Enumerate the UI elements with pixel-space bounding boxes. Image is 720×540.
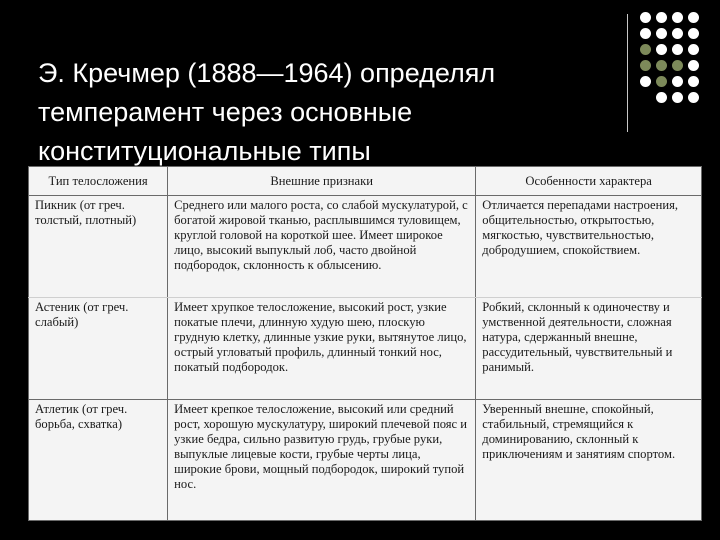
cell-external-signs: Имеет крепкое телосложение, высокий или средний рост, хорошую мускулатуру, широкий плечевой пояс и узкие бедра, сильно развитую грудь, грубые руки, выпуклые лицевые кости, грубые черты лица, широкие брови, мощный подбородок, широкий тупой нос.: [168, 399, 476, 520]
cell-body-type: Атлетик (от греч. борьба, схватка): [29, 399, 168, 520]
decorative-dot: [656, 76, 667, 87]
cell-external-signs: Имеет хрупкое телосложение, высокий рост, узкие покатые плечи, длинную худую шею, плоскую грудную клетку, длинные узкие руки, вытянутое лицо, острый угловатый профиль, длинный тонкий нос, покатый подбородок.: [168, 297, 476, 399]
header-external-signs: Внешние признаки: [168, 167, 476, 196]
table-row: [29, 399, 702, 520]
cell-body-type: Пикник (от греч. толстый, плотный): [29, 196, 168, 298]
slide-title: Э. Кречмер (1888—1964) определял темперамент через основные конституциональные типы: [38, 58, 496, 166]
header-body-type: Тип телосложения: [29, 167, 168, 196]
decorative-dot: [688, 28, 699, 39]
table-header-row: [29, 167, 702, 196]
constitution-types-table: [28, 166, 702, 521]
header-character-traits: Особенности характера: [476, 167, 702, 196]
decorative-dot: [688, 92, 699, 103]
cell-character-traits: Отличается перепадами настроения, общительностью, открытостью, мягкостью, чувствительностью, добродушием, спокойствием.: [476, 196, 702, 298]
decorative-dot: [656, 44, 667, 55]
cell-character-traits: Робкий, склонный к одиночеству и умственной деятельности, сложная натура, сдержанный внешне, рассудительный, чувствительный и ранимый.: [476, 297, 702, 399]
decorative-dot: [656, 28, 667, 39]
vertical-divider: [627, 14, 628, 132]
temperament-table-image: [28, 166, 702, 521]
decorative-dot: [672, 60, 683, 71]
decorative-dot: [672, 12, 683, 23]
decorative-dot: [672, 44, 683, 55]
decorative-dot: [640, 60, 651, 71]
decorative-dot: [640, 44, 651, 55]
table-row: [29, 297, 702, 399]
decorative-dot: [688, 12, 699, 23]
decorative-dot: [640, 12, 651, 23]
decorative-dot: [688, 60, 699, 71]
decorative-dot: [640, 92, 651, 103]
decorative-dot: [672, 76, 683, 87]
dot-grid-decoration: [640, 12, 699, 103]
decorative-dot: [640, 76, 651, 87]
cell-body-type: Астеник (от греч. слабый): [29, 297, 168, 399]
cell-external-signs: Среднего или малого роста, со слабой мускулатурой, с богатой жировой тканью, расплывшимся туловищем, круглой головой на короткой шее. Имеет широкое лицо, высокий выпуклый лоб, часто двойной подбородок, склонность к облысению.: [168, 196, 476, 298]
decorative-dot: [672, 28, 683, 39]
table-row: [29, 196, 702, 298]
decorative-dot: [656, 60, 667, 71]
decorative-dot: [640, 28, 651, 39]
decorative-dot: [688, 76, 699, 87]
decorative-dot: [672, 92, 683, 103]
decorative-dot: [656, 12, 667, 23]
cell-character-traits: Уверенный внешне, спокойный, стабильный, стремящийся к доминированию, склонный к приключениям и занятиям спортом.: [476, 399, 702, 520]
decorative-dot: [656, 92, 667, 103]
decorative-dot: [688, 44, 699, 55]
